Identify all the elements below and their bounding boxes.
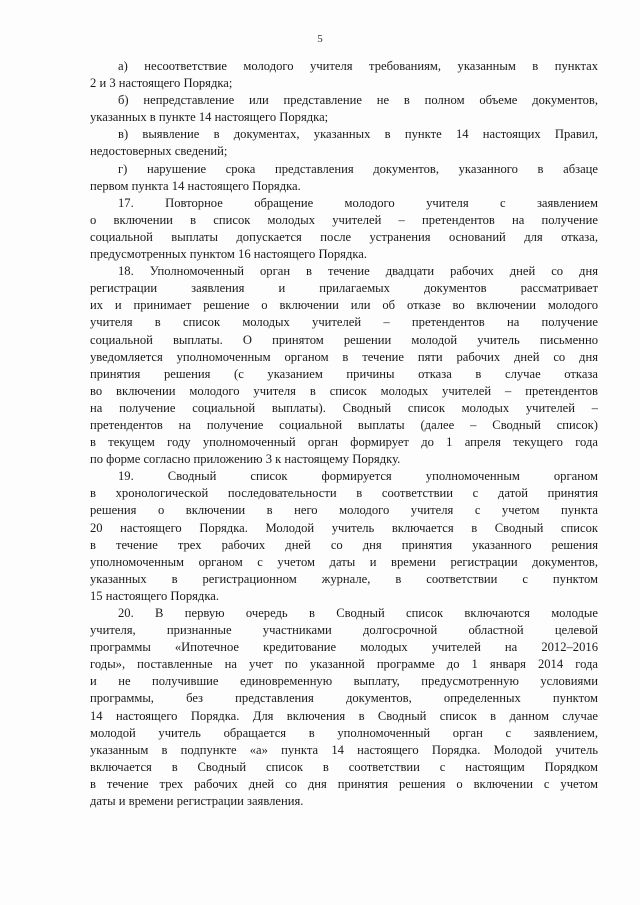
text-line: недостоверных сведений; (90, 144, 228, 159)
text-line: предусмотренных пунктом 16 настоящего Порядка. (90, 247, 368, 262)
text-line: регистрации заявления и прилагаемых документов рассматривает (90, 281, 598, 296)
text-line: в течение трех рабочих дней со дня принятия решения о включении с учетом (90, 776, 598, 791)
text-line: а) несоответствие молодого учителя требованиям, указанным в пунктах (118, 59, 598, 73)
text-line: и не получившие единовременную выплату, предусмотренную условиями (90, 674, 598, 689)
text-line: 15 настоящего Порядка. (90, 588, 219, 603)
text-line: в течение трех рабочих дней со дня принятия указанного решения (90, 537, 598, 552)
text-line: молодой учитель обращается в уполномоченный орган с заявлением, (90, 725, 598, 740)
text-line: 14 настоящего Порядка. Для включения в Сводный список в данном случае (90, 708, 598, 723)
text-line: включается в Сводный список в соответствии с настоящим Порядком (90, 759, 598, 774)
text-line: во включении молодого учителя в список молодых учителей – претендентов (90, 383, 598, 398)
text-line: в хронологической последовательности в соответствии с датой принятия (90, 486, 598, 501)
text-line: на получение социальной выплаты). Сводный список молодых учителей – (90, 400, 598, 415)
text-line: 18. Уполномоченный орган в течение двадцати рабочих дней со дня (118, 264, 598, 279)
text-line: о включении в список молодых учителей – претендентов на получение (90, 212, 598, 227)
text-line: принятия решения (с указанием причины отказа в случае отказа (90, 366, 598, 381)
document-body (90, 58, 598, 810)
text-line: указанных в регистрационном журнале, в соответствии с пунктом (90, 571, 598, 586)
text-line: в текущем году уполномоченный орган формирует до 1 апреля текущего года (90, 435, 598, 450)
text-line: б) непредставление или представление не в полном объеме документов, (118, 93, 598, 108)
text-line: указанным в подпункте «а» пункта 14 настоящего Порядка. Молодой учитель (90, 742, 598, 757)
text-line: 20 настоящего Порядка. Молодой учитель включается в Сводный список (90, 520, 598, 535)
text-line: первом пункта 14 настоящего Порядка. (90, 178, 301, 193)
text-line: даты и времени регистрации заявления. (90, 794, 304, 809)
text-line: учителя, признанные участниками долгосрочной областной целевой (90, 623, 598, 638)
text-line: 17. Повторное обращение молодого учителя с заявлением (118, 195, 598, 210)
text-line: уполномоченным органом с учетом даты и времени регистрации документов, (90, 554, 598, 569)
text-line: 2 и 3 настоящего Порядка; (90, 76, 233, 91)
text-line: 19. Сводный список формируется уполномоченным органом (118, 469, 598, 484)
text-line: социальной выплаты. О принятом решении молодой учитель письменно (90, 332, 598, 347)
text-line: 20. В первую очередь в Сводный список включаются молодые (118, 606, 598, 620)
page-number: 5 (317, 33, 323, 45)
text-line: в) выявление в документах, указанных в пункте 14 настоящих Правил, (118, 127, 598, 142)
text-line: указанных в пункте 14 настоящего Порядка; (90, 110, 329, 125)
text-line: г) нарушение срока представления документов, указанного в абзаце (118, 161, 598, 176)
text-line: по форме согласно приложению 3 к настоящему Порядку. (90, 452, 401, 467)
text-line: их и принимает решение о включении или об отказе во включении молодого (90, 298, 598, 313)
text-line: претендентов на получение социальной выплаты (далее – Сводный список) (90, 417, 598, 432)
text-line: социальной выплаты допускается после устранения оснований для отказа, (90, 229, 598, 244)
text-line: уведомляется уполномоченным органом в течение пяти рабочих дней со дня (90, 349, 598, 364)
text-line: программы «Ипотечное кредитование молодых учителей на 2012–2016 (90, 640, 598, 655)
text-line: учителя в список молодых учителей – претендентов на получение (90, 315, 598, 330)
text-line: программы, без представления документов, определенных пунктом (90, 691, 598, 706)
text-line: решения о включении в него молодого учителя с учетом пункта (90, 503, 598, 518)
text-line: годы», поставленные на учет по указанной программе до 1 января 2014 года (90, 657, 598, 672)
